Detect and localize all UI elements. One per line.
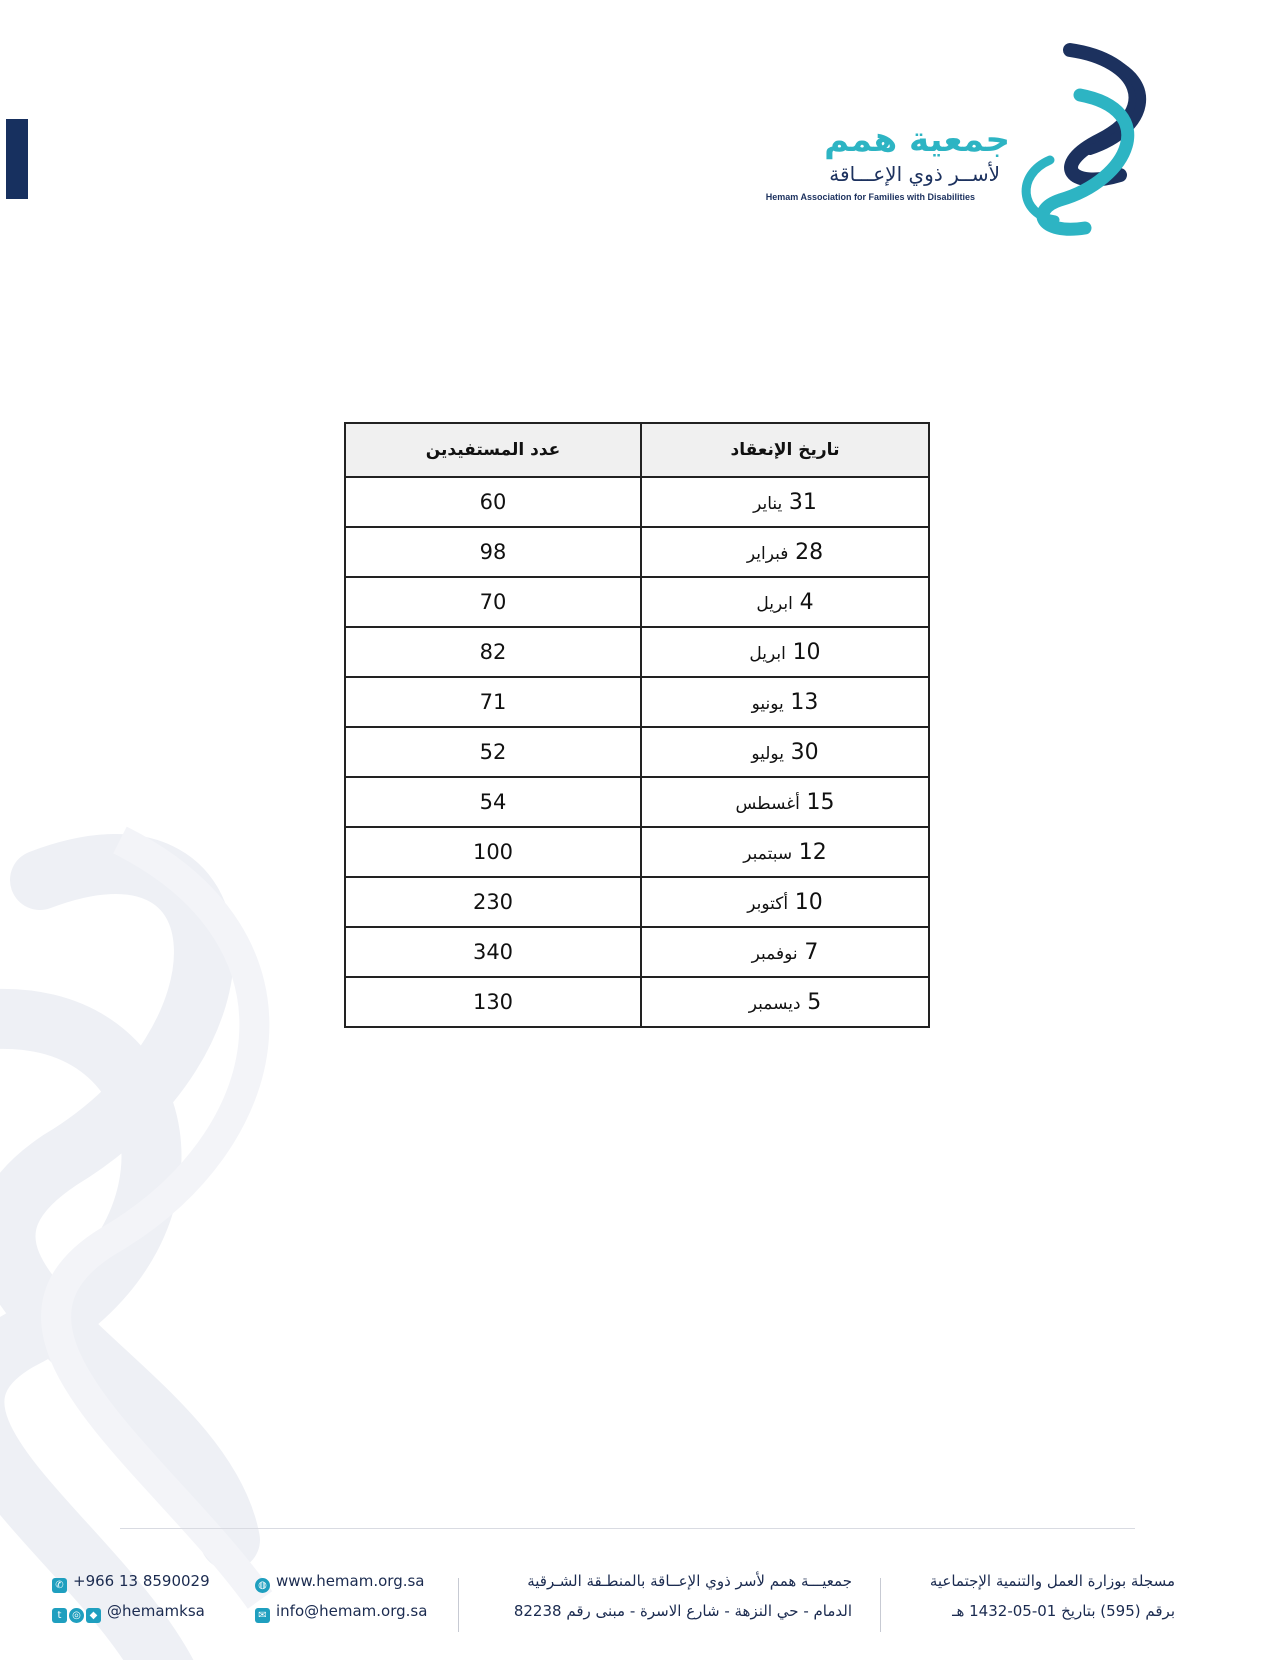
phone-icon: ✆ — [52, 1578, 67, 1593]
email-link[interactable]: info@hemam.org.sa — [276, 1602, 428, 1620]
session-date-cell — [641, 827, 929, 877]
logo-watermark — [0, 820, 330, 1660]
date-day: 10 — [794, 889, 823, 915]
beneficiaries-count-cell: 98 — [345, 527, 641, 577]
count-column-header: عدد المستفيدين — [345, 423, 641, 477]
beneficiaries-count-cell: 130 — [345, 977, 641, 1027]
sessions-table — [344, 422, 930, 1028]
date-month: يونيو — [751, 693, 784, 714]
logo-mark-icon — [1010, 40, 1170, 240]
instagram-icon[interactable]: ◎ — [69, 1608, 84, 1623]
registration-line-1: مسجلة بوزارة العمل والتنمية الإجتماعية — [929, 1572, 1175, 1590]
date-month: أكتوبر — [747, 893, 789, 914]
email-item[interactable] — [255, 1602, 427, 1623]
beneficiaries-count-cell: 71 — [345, 677, 641, 727]
mail-icon: ✉ — [255, 1608, 270, 1623]
date-day: 5 — [807, 989, 822, 1015]
beneficiaries-count-cell: 54 — [345, 777, 641, 827]
social-handle[interactable]: @hemamksa — [107, 1602, 205, 1620]
date-month: سبتمبر — [743, 843, 793, 864]
social-item[interactable] — [52, 1602, 205, 1623]
twitter-icon[interactable]: t — [52, 1608, 67, 1623]
beneficiaries-count-cell: 52 — [345, 727, 641, 777]
date-month: ابريل — [756, 593, 793, 614]
date-month: أغسطس — [735, 793, 800, 814]
session-date-cell — [641, 977, 929, 1027]
date-day: 28 — [795, 539, 824, 565]
registration-line-2: برقم (595) بتاريخ 01-05-1432 هـ — [952, 1602, 1175, 1620]
date-month: ابريل — [749, 643, 786, 664]
session-date-cell — [641, 927, 929, 977]
table-row — [345, 577, 929, 627]
table-row — [345, 877, 929, 927]
phone-number[interactable]: +966 13 8590029 — [73, 1572, 210, 1590]
website-item[interactable] — [255, 1572, 425, 1593]
logo-title-ar: جمعية همم — [824, 120, 1010, 160]
beneficiaries-count-cell: 100 — [345, 827, 641, 877]
table-row — [345, 677, 929, 727]
table-header-row — [345, 423, 929, 477]
date-day: 15 — [806, 789, 835, 815]
logo-title-en: Hemam Association for Families with Disabilities — [765, 192, 975, 202]
beneficiaries-count-cell: 340 — [345, 927, 641, 977]
date-day: 7 — [804, 939, 819, 965]
date-month: يناير — [753, 493, 783, 514]
address-line-1: جمعيـــة همم لأسر ذوي الإعــاقة بالمنطـقة الشـرقية — [527, 1572, 852, 1590]
date-day: 30 — [790, 739, 819, 765]
table-row — [345, 477, 929, 527]
logo-subtitle-ar: لأســر ذوي الإعـــاقة — [829, 162, 1000, 186]
left-accent-bar — [6, 119, 28, 199]
website-link[interactable]: www.hemam.org.sa — [276, 1572, 425, 1590]
date-month: يوليو — [751, 743, 784, 764]
footer — [0, 1568, 1275, 1638]
beneficiaries-count-cell: 230 — [345, 877, 641, 927]
session-date-cell — [641, 577, 929, 627]
session-date-cell — [641, 627, 929, 677]
footer-divider — [120, 1528, 1135, 1529]
phone-item[interactable] — [52, 1572, 210, 1593]
date-month: فبراير — [746, 543, 789, 564]
snapchat-icon[interactable]: ◆ — [86, 1608, 101, 1623]
date-day: 12 — [798, 839, 827, 865]
date-day: 4 — [799, 589, 814, 615]
table-row — [345, 627, 929, 677]
header-logo — [765, 40, 1170, 240]
date-month: نوفمبر — [751, 943, 798, 964]
session-date-cell — [641, 527, 929, 577]
date-column-header: تاريخ الإنعقاد — [641, 423, 929, 477]
beneficiaries-count-cell: 60 — [345, 477, 641, 527]
beneficiaries-count-cell: 70 — [345, 577, 641, 627]
date-day: 31 — [788, 489, 817, 515]
date-month: ديسمبر — [748, 993, 801, 1014]
session-date-cell — [641, 477, 929, 527]
beneficiaries-count-cell: 82 — [345, 627, 641, 677]
table-row — [345, 927, 929, 977]
session-date-cell — [641, 777, 929, 827]
table-row — [345, 527, 929, 577]
date-day: 13 — [790, 689, 819, 715]
session-date-cell — [641, 727, 929, 777]
date-day: 10 — [792, 639, 821, 665]
table-row — [345, 977, 929, 1027]
session-date-cell — [641, 877, 929, 927]
table-row — [345, 777, 929, 827]
session-date-cell — [641, 677, 929, 727]
table-row — [345, 727, 929, 777]
table-row — [345, 827, 929, 877]
address-line-2: الدمام - حي النزهة - شارع الاسرة - مبنى رقم 82238 — [513, 1602, 852, 1620]
globe-icon: ◍ — [255, 1578, 270, 1593]
